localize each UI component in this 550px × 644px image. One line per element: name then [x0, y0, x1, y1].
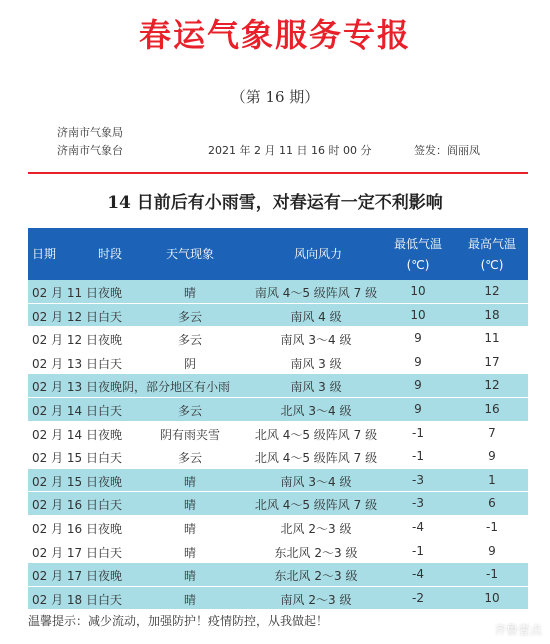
issuer-observatory: 济南市气象台 — [57, 144, 123, 157]
cell-wind: 南风 3～4 级 — [280, 333, 352, 348]
cell-wind: 北风 2～3 级 — [280, 521, 352, 536]
cell-date: 02 月 18 日白天 — [32, 592, 122, 607]
header-min-temp-label: 最低气温 — [393, 237, 442, 251]
cell-min-temp: 9 — [414, 401, 422, 416]
cell-wind: 南风 3 级 — [290, 356, 342, 371]
cell-max-temp: 11 — [484, 331, 500, 346]
cell-weather: 晴 — [183, 569, 196, 584]
cell-wind: 东北风 2～3 级 — [274, 545, 358, 560]
cell-max-temp: 17 — [484, 354, 500, 369]
cell-date: 02 月 14 日夜晚 — [32, 427, 122, 442]
cell-weather: 多云 — [177, 451, 202, 466]
watermark: 齐鲁壹点 — [493, 623, 542, 637]
cell-weather: 晴 — [183, 474, 196, 489]
cell-weather: 晴 — [183, 592, 196, 607]
cell-date: 02 月 11 日夜晚 — [32, 286, 122, 300]
cell-max-temp: 6 — [488, 496, 496, 511]
header-min-temp — [383, 234, 453, 276]
issue-date: 2021 年 2 月 11 日 16 时 00 分 — [208, 144, 372, 157]
table-row — [28, 374, 528, 398]
cell-wind: 南风 4 级 — [290, 309, 342, 324]
cell-max-temp: 10 — [484, 590, 500, 605]
table-row — [28, 398, 528, 422]
table-row — [28, 351, 528, 375]
cell-date: 02 月 17 日夜晚 — [32, 569, 122, 584]
issuer-bureau: 济南市气象局 — [57, 126, 123, 139]
cell-max-temp: 9 — [488, 449, 496, 464]
cell-date: 02 月 15 日夜晚 — [32, 474, 122, 489]
issue-number: （第 16 期） — [230, 88, 320, 106]
cell-wind: 南风 2～3 级 — [280, 592, 352, 607]
cell-min-temp: -3 — [412, 496, 424, 511]
cell-weather: 阴，部分地区有小雨 — [122, 380, 231, 395]
header-date: 日期 — [31, 247, 56, 261]
cell-max-temp: -1 — [486, 519, 498, 534]
warm-tip: 温馨提示：减少流动，加强防护！疫情防控，从我做起！ — [28, 614, 329, 628]
cell-max-temp: 12 — [484, 284, 500, 298]
cell-wind: 北风 4～5 级阵风 7 级 — [254, 427, 378, 442]
table-row — [28, 327, 528, 351]
signer: 签发：阎丽凤 — [414, 144, 480, 157]
cell-wind: 北风 4～5 级阵风 7 级 — [254, 451, 378, 466]
table-row — [28, 492, 528, 516]
cell-date: 02 月 16 日白天 — [32, 498, 122, 513]
cell-weather: 晴 — [183, 521, 196, 536]
red-divider — [28, 172, 528, 174]
cell-weather: 晴 — [183, 545, 196, 560]
cell-min-temp: 9 — [414, 378, 422, 393]
cell-min-temp: -4 — [412, 519, 424, 534]
cell-date: 02 月 13 日白天 — [32, 356, 122, 371]
table-row — [28, 516, 528, 540]
cell-weather: 多云 — [177, 403, 202, 418]
table-row — [28, 445, 528, 469]
cell-date: 02 月 16 日夜晚 — [32, 521, 122, 536]
table-row — [28, 280, 528, 304]
cell-min-temp: -2 — [412, 590, 424, 605]
cell-min-temp: 10 — [410, 284, 426, 298]
cell-date: 02 月 13 日夜晚 — [32, 380, 122, 395]
cell-min-temp: 9 — [414, 354, 422, 369]
cell-wind: 南风 3 级 — [290, 380, 342, 395]
cell-wind: 东北风 2～3 级 — [274, 569, 358, 584]
table-row — [28, 540, 528, 564]
table-row — [28, 563, 528, 587]
table-row — [28, 422, 528, 446]
cell-wind: 北风 4～5 级阵风 7 级 — [254, 498, 378, 513]
headline: 14 日前后有小雨雪，对春运有一定不利影响 — [107, 193, 443, 213]
cell-weather: 多云 — [177, 333, 202, 348]
cell-min-temp: -1 — [412, 543, 424, 558]
cell-date: 02 月 15 日白天 — [32, 451, 122, 466]
cell-date: 02 月 14 日白天 — [32, 403, 122, 418]
cell-date: 02 月 12 日夜晚 — [32, 333, 122, 348]
cell-min-temp: -1 — [412, 425, 424, 440]
cell-max-temp: 16 — [484, 401, 500, 416]
cell-max-temp: 9 — [488, 543, 496, 558]
cell-weather: 晴 — [183, 286, 196, 300]
cell-date: 02 月 17 日白天 — [32, 545, 122, 560]
header-max-temp — [456, 234, 528, 276]
table-header — [28, 228, 528, 280]
cell-wind: 南风 3～4 级 — [280, 474, 352, 489]
forecast-table — [28, 228, 528, 610]
header-max-temp-label: 最高气温 — [467, 237, 516, 251]
cell-min-temp: -3 — [412, 472, 424, 487]
cell-date: 02 月 12 日白天 — [32, 309, 122, 324]
table-row — [28, 469, 528, 493]
cell-min-temp: -4 — [412, 567, 424, 582]
document-title: 春运气象服务专报 — [138, 16, 411, 54]
header-period: 时段 — [97, 247, 122, 261]
cell-weather: 多云 — [177, 309, 202, 324]
cell-wind: 南风 4～5 级阵风 7 级 — [254, 286, 378, 300]
table-row — [28, 587, 528, 611]
table-row — [28, 304, 528, 328]
header-wind: 风向风力 — [293, 247, 342, 261]
cell-min-temp: -1 — [412, 449, 424, 464]
cell-weather: 阴有雨夹雪 — [159, 427, 220, 442]
cell-weather: 晴 — [183, 498, 196, 513]
header-max-temp-unit: (℃) — [480, 258, 504, 272]
cell-wind: 北风 3～4 级 — [280, 403, 352, 418]
header-min-temp-unit: (℃) — [406, 258, 430, 272]
cell-max-temp: -1 — [486, 567, 498, 582]
cell-min-temp: 9 — [414, 331, 422, 346]
cell-max-temp: 18 — [484, 307, 500, 322]
cell-max-temp: 7 — [488, 425, 496, 440]
cell-min-temp: 10 — [410, 307, 426, 322]
cell-max-temp: 12 — [484, 378, 500, 393]
cell-max-temp: 1 — [488, 472, 496, 487]
cell-weather: 阴 — [183, 356, 196, 371]
header-weather: 天气现象 — [165, 247, 214, 261]
